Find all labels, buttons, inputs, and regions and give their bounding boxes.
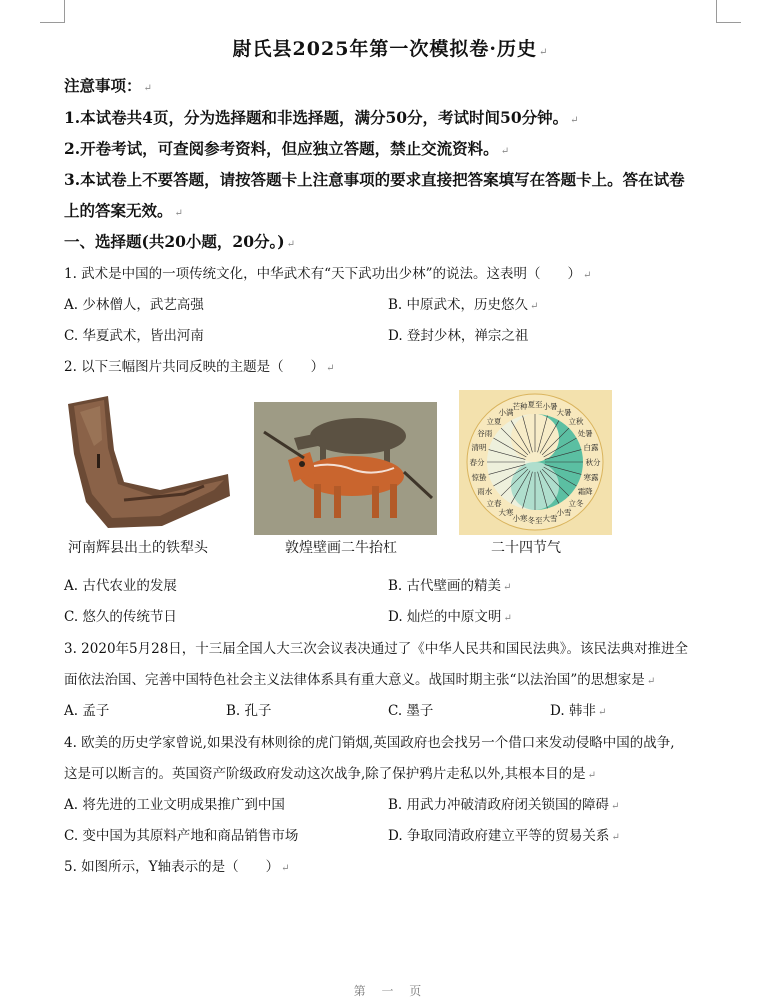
option-a: A. 少林僧人，武艺高强: [64, 297, 204, 313]
solar-term-label: 小暑: [542, 402, 558, 411]
solar-term-label: 冬至: [527, 516, 543, 525]
option-c: C. 华夏武术，皆出河南: [64, 328, 204, 344]
section-heading: 一、选择题(共20小题，20分。) ↵: [64, 232, 295, 251]
solar-term-label: 寒露: [583, 473, 599, 482]
solar-term-label: 谷雨: [477, 429, 493, 438]
solar-term-label: 夏至: [527, 400, 543, 409]
question-stem: 5. 如图所示，Y轴表示的是（ ） ↵: [64, 859, 290, 875]
page-title: 尉氏县2025年第一次模拟卷·历史 ↵: [232, 38, 549, 60]
page-footer: 第 一 页: [353, 984, 428, 998]
solar-term-label: 雨水: [477, 487, 493, 496]
solar-term-label: 大雪: [542, 514, 558, 523]
question-stem: 4. 欧美的历史学家曾说,如果没有林则徐的虎门销烟,英国政府也会找另一个借口来发动侵略中国的战争,: [64, 735, 675, 751]
option-c: C. 悠久的传统节日: [64, 609, 177, 625]
solar-term-label: 立冬: [568, 499, 584, 508]
figure-caption: 二十四节气: [491, 540, 561, 556]
notice-item: 2.开卷考试，可查阅参考资料，但应独立答题，禁止交流资料。 ↵: [64, 139, 510, 158]
solar-terms-wheel-image: [459, 390, 612, 535]
solar-term-label: 立夏: [486, 417, 502, 426]
solar-term-label: 小雪: [556, 508, 572, 518]
solar-term-label: 处暑: [577, 429, 593, 438]
crop-mark-top-left: [40, 0, 65, 23]
solar-term-label: 小满: [498, 407, 514, 417]
ox-mural-image: [254, 402, 437, 535]
option-b: B. 中原武术，历史悠久 ↵: [388, 297, 539, 313]
notice-item: 1.本试卷共4页，分为选择题和非选择题，满分50分，考试时间50分钟。 ↵: [64, 108, 579, 127]
option-d: D. 争取同清政府建立平等的贸易关系 ↵: [388, 828, 620, 844]
solar-term-label: 春分: [469, 458, 485, 467]
option-d: D. 登封少林，禅宗之祖: [388, 328, 529, 344]
solar-term-label: 立秋: [568, 417, 584, 426]
solar-term-label: 大寒: [498, 508, 514, 518]
solar-term-label: 小寒: [512, 514, 528, 523]
iron-plow-image: [64, 390, 232, 535]
option-b: B. 用武力冲破清政府闭关锁国的障碍 ↵: [388, 797, 620, 813]
option-a: A. 孟子: [64, 703, 110, 719]
ox-mural-icon: [254, 402, 437, 535]
question-stem: 3. 2020年5月28日，十三届全国人大三次会议表决通过了《中华人民共和国民法典》。该民法典对推进全: [64, 641, 689, 657]
solar-term-label: 秋分: [585, 458, 601, 467]
solar-term-label: 惊蛰: [471, 473, 487, 482]
notice-item: 上的答案无效。 ↵: [64, 201, 183, 220]
option-a: A. 将先进的工业文明成果推广到中国: [64, 797, 285, 813]
question-stem: 1. 武术是中国的一项传统文化，中华武术有“天下武功出少林”的说法。这表明（ ） ↵: [64, 266, 592, 282]
solar-term-label: 芒种: [512, 402, 528, 411]
figure-caption: 河南辉县出土的铁犁头: [68, 540, 208, 556]
crop-mark-top-right: [716, 0, 741, 23]
solar-terms-wheel-icon: [459, 390, 612, 535]
option-c: C. 变中国为其原料产地和商品销售市场: [64, 828, 299, 844]
solar-term-label: 立春: [486, 499, 502, 508]
option-d: D. 灿烂的中原文明 ↵: [388, 609, 512, 625]
option-a: A. 古代农业的发展: [64, 578, 177, 594]
notice-item: 3.本试卷上不要答题，请按答题卡上注意事项的要求直接把答案填写在答题卡上。答在试卷: [64, 170, 685, 189]
notice-heading: 注意事项： ↵: [64, 76, 152, 95]
question-stem: 面依法治国、完善中国特色社会主义法律体系具有重大意义。战国时期主张“以法治国”的思想家是 ↵: [64, 672, 656, 688]
option-c: C. 墨子: [388, 703, 434, 719]
solar-term-label: 霜降: [577, 487, 593, 496]
option-d: D. 韩非 ↵: [550, 703, 607, 719]
solar-term-label: 大暑: [556, 407, 572, 417]
question-stem: 2. 以下三幅图片共同反映的主题是（ ） ↵: [64, 359, 335, 375]
option-b: B. 孔子: [226, 703, 272, 719]
solar-term-label: 白露: [583, 443, 599, 452]
solar-term-label: 清明: [471, 443, 487, 452]
figure-caption: 敦煌壁画二牛抬杠: [285, 540, 397, 556]
iron-plow-icon: [64, 390, 232, 535]
question-stem: 这是可以断言的。英国资产阶级政府发动这次战争,除了保护鸦片走私以外,其根本目的是 ↵: [64, 766, 596, 782]
option-b: B. 古代壁画的精美 ↵: [388, 578, 512, 594]
